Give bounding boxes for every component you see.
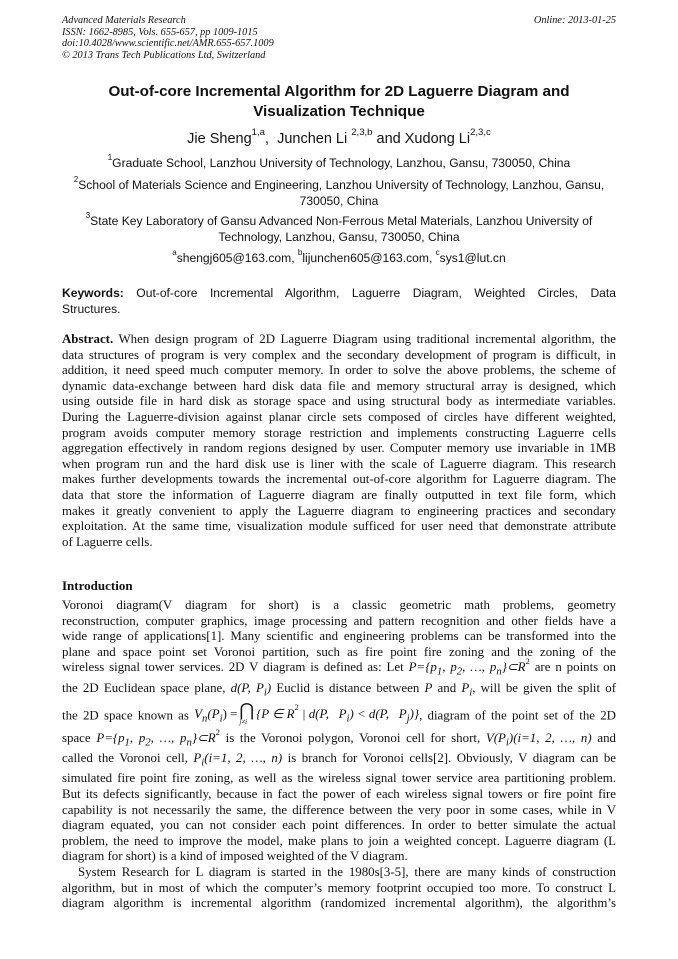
keywords-label: Keywords:: [62, 286, 124, 300]
paper-title: [62, 82, 616, 122]
author-affiliation-marker: 2,3,c: [470, 126, 491, 138]
body-line: diagram equated, you can not consider each point differences. In order to better simulate the actual: [62, 818, 616, 833]
doi-line: doi:10.4028/www.scientific.net/AMR.655-657.1009: [62, 38, 274, 50]
abstract-line: exploitation. At the same time, visualization module sufficed for user need that demonstrate attribute: [62, 519, 616, 534]
body-line: Voronoi diagram(V diagram for short) is a classic geometric math problems, geometry: [62, 598, 616, 612]
title-line: Out-of-core Incremental Algorithm for 2D Laguerre Diagram and: [108, 83, 570, 100]
keywords-block: [62, 286, 616, 317]
abstract-label: Abstract.: [62, 332, 114, 346]
email-address: shengj605@163.com: [176, 251, 292, 265]
affiliation: [62, 210, 616, 245]
section-heading: Introduction: [62, 578, 133, 593]
keywords-text: Out-of-core Incremental Algorithm, Laguerre Diagram, Weighted Circles, Data: [123, 286, 616, 300]
affiliation-marker: 2: [73, 174, 79, 184]
copyright-line: © 2013 Trans Tech Publications Ltd, Switzerland: [62, 49, 266, 61]
affiliation-text: School of Materials Science and Engineering, Lanzhou University of Technology, Lanzhou, Gansu,: [78, 178, 605, 192]
author-name: Jie Sheng: [187, 131, 252, 147]
abstract-block: [62, 332, 616, 550]
keywords-text: Structures.: [62, 301, 121, 316]
email-address: lijunchen605@163.com: [302, 251, 429, 265]
author-separator: ,: [264, 131, 278, 147]
abstract-text: When design program of 2D Laguerre Diagram using traditional incremental algorithm, the: [113, 332, 616, 346]
abstract-line: data structures of program is very complex and the secondary development of program is difficult, in: [62, 347, 616, 362]
body-line: the 2D Euclidean space plane, d(P, $P_i$) Euclid is distance between P and $P_i$, will be given the split of: [62, 680, 617, 699]
author-name: Junchen Li: [277, 131, 348, 147]
body-line: capability is not necessarily the same, the difference between the very poor in some cases, while in V: [62, 802, 616, 817]
author-list: [62, 126, 616, 148]
author-separator: and: [372, 131, 405, 147]
email-list: $^a$shengj605@163.com, $^b$lijunchen605@163.com, $^c$sys1@lut.cn: [172, 247, 506, 265]
body-line: algorithm, but in most of which the computer’s memory footprint occupied too more. To construct L: [62, 880, 616, 895]
issn-line: ISSN: 1662-8985, Vols. 655-657, pp 1009-1015: [62, 26, 258, 38]
affiliation: [62, 152, 616, 172]
abstract-line: makes it greatly convenient to apply the Laguerre diagram to engineering practices and secondary: [62, 503, 616, 518]
body-line: wireless signal tower services. 2D V diagram is defined as: Let $P=\{p_1$, $p_2$, …, $p_n\}\subset R^2$ are n points on: [62, 655, 616, 678]
body-line: diagram algorithm is incremental algorithm (randomized incremental algorithm), the algorithm’s: [62, 896, 616, 911]
body-line: reconstruction, computer graphics, image processing and pattern recognition and other fields have a: [62, 613, 616, 628]
body-line: plane and space point set Voronoi partition, such as fire point fire zoning and the zoning of the: [62, 644, 616, 659]
voronoi-equation: $V_n(P_i)$ = ⋂ j≠i {P ∈ $R^2$ | d(P, $P_i) < d(P$, $P_j$)}: [194, 699, 420, 726]
introduction-paragraph-2: [62, 726, 617, 912]
journal-name: Advanced Materials Research: [62, 15, 186, 26]
abstract-line: when program run and the hard disk use is liner with the scale of Laguerre diagram. This research: [62, 456, 616, 471]
email-marker: c: [435, 247, 440, 257]
abstract-line: dynamic data-exchange between hard disk data file and memory structural array is designed, which: [62, 378, 616, 393]
author-affiliation-marker: 1,a: [251, 126, 265, 138]
body-line: called the Voronoi cell, $P_i(i=1$, 2, …, n) is branch for Voronoi cells[2]. Obviously, V diagram can be: [62, 751, 617, 769]
affiliation-text: Graduate School, Lanzhou University of Technology, Lanzhou, Gansu, 730050, China: [112, 156, 571, 170]
affiliation-marker: 1: [107, 152, 113, 162]
abstract-line: makes further developments towards the incremental out-of-core algorithm for Laguerre diagram. The: [62, 472, 616, 487]
body-line: wide range of applications[1]. Many scientific and engineering problems can be transformed into the: [62, 629, 616, 644]
abstract-line: program avoids computer memory storage restriction and implements constructing Laguerre cells: [62, 425, 616, 440]
abstract-line: aggregation effectively in random regions designed by user. Computer memory use invariable in 1MB: [62, 441, 616, 456]
affiliation-text: Technology, Lanzhou, Gansu, 730050, China: [218, 229, 460, 244]
author-name: Xudong Li: [404, 131, 471, 147]
email-marker: a: [172, 247, 177, 257]
body-line: space $P=\{p_1$, $p_2$, …, $p_n\}\subset R^2$ is the Voronoi polygon, Voronoi cell for short, $V(P_i)(i=1$, 2, …, n) and: [62, 726, 616, 749]
body-line: System Research for L diagram is started in the 1980s[3-5], there are many kinds of construction: [78, 864, 616, 879]
email-marker: b: [297, 247, 303, 257]
author-affiliation-marker: 2,3,b: [351, 126, 373, 138]
body-line: simulated fire point fire zoning, as well as the wireless signal tower service area partitioning problem.: [62, 771, 616, 786]
abstract-line: of Laguerre cells.: [62, 534, 153, 549]
online-date: Online: 2013-01-25: [533, 15, 616, 26]
introduction-paragraph-1: [62, 598, 616, 729]
title-line: Visualization Technique: [253, 103, 425, 120]
affiliation-marker: 3: [85, 210, 91, 220]
affiliation-text: State Key Laboratory of Gansu Advanced Non-Ferrous Metal Materials, Lanzhou University of: [90, 214, 593, 228]
body-line: diagram for short) is a kind of imposed weighted of the V diagram.: [62, 849, 408, 864]
equation-line: the 2D space known as $V_n(P_i)$ = ⋂ j≠i {P ∈ $R^2$ | d(P, $P_i) < d(P$, $P_j$)}, diagram of the point set of the 2D: [62, 703, 616, 730]
abstract-line: using outside file in hard disk as storage space and using structural body as intermediate variables.: [62, 394, 616, 409]
abstract-line: data that store the information of Laguerre diagram are finally outputted in text file form, which: [62, 487, 616, 502]
abstract-line: addition, it need speed much computer memory. In order to solve the above problems, the scheme of: [62, 363, 616, 378]
abstract-line: During the Laguerre-division against planar circle sets composed of circles have different weighted,: [62, 409, 616, 424]
email-address: sys1@lut.cn: [439, 251, 506, 265]
affiliation-text: 730050, China: [299, 193, 379, 208]
body-line: problem, the need to improve the model, make plans to join a weighted concept. Laguerre diagram (L: [62, 833, 616, 848]
running-header: [62, 15, 616, 61]
affiliation: [62, 174, 616, 209]
body-line: But its defects significantly, because in fact the power of each wireless signal towers or fire point fire: [62, 786, 616, 801]
